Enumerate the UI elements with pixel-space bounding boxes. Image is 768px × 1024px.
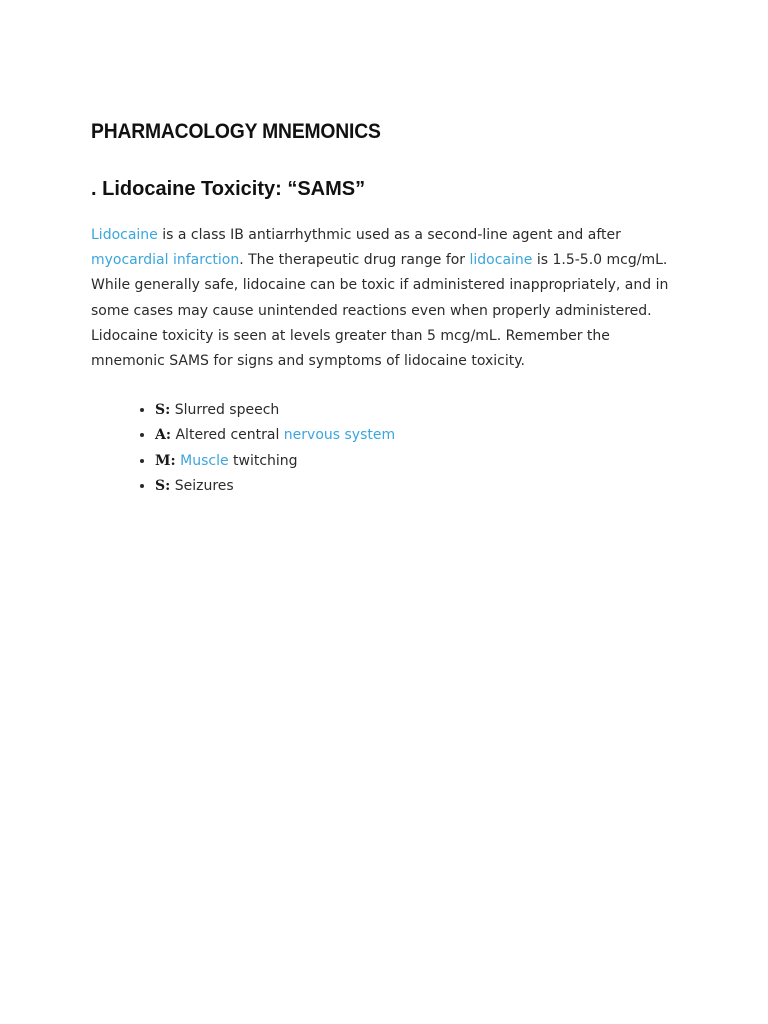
document-title: PHARMACOLOGY MNEMONICS bbox=[91, 120, 381, 143]
list-item-text: Altered central bbox=[171, 427, 284, 444]
list-item bbox=[155, 398, 681, 423]
mnemonic-letter: S: bbox=[155, 402, 171, 419]
myocardial-infarction-link[interactable]: myocardial infarction bbox=[91, 252, 240, 269]
muscle-link[interactable]: Muscle bbox=[175, 452, 229, 469]
list-item bbox=[155, 449, 681, 474]
paragraph-text: . The therapeutic drug range for bbox=[239, 252, 470, 269]
mnemonic-letter: S: bbox=[155, 477, 171, 494]
list-item-text: Slurred speech bbox=[170, 402, 280, 419]
list-item bbox=[155, 423, 681, 448]
nervous-system-link[interactable]: nervous system bbox=[283, 427, 396, 444]
lidocaine-link[interactable]: lidocaine bbox=[469, 252, 533, 269]
list-item-text: Seizures bbox=[170, 477, 234, 494]
paragraph-text: is 1.5-5.0 mcg/mL. While generally safe, lidocaine can be toxic if administered inappropriately, and in some cases may cause unintended reactions even when properly administered. Lidocaine toxicity is seen at levels greater than 5 mcg/mL. Remember the mnemonic SAMS for signs and symptoms of lidocaine toxicity. bbox=[91, 252, 669, 370]
mnemonic-letter: M: bbox=[155, 452, 176, 469]
list-item-text: twitching bbox=[228, 452, 298, 469]
list-item bbox=[155, 474, 681, 499]
sams-list bbox=[91, 398, 681, 499]
document-page bbox=[91, 120, 681, 499]
body-paragraph bbox=[91, 223, 681, 374]
mnemonic-letter: A: bbox=[155, 427, 172, 444]
paragraph-text: is a class IB antiarrhythmic used as a second-line agent and after bbox=[157, 227, 621, 243]
lidocaine-link[interactable]: Lidocaine bbox=[91, 227, 158, 243]
section-heading: . Lidocaine Toxicity: “SAMS” bbox=[91, 178, 366, 200]
